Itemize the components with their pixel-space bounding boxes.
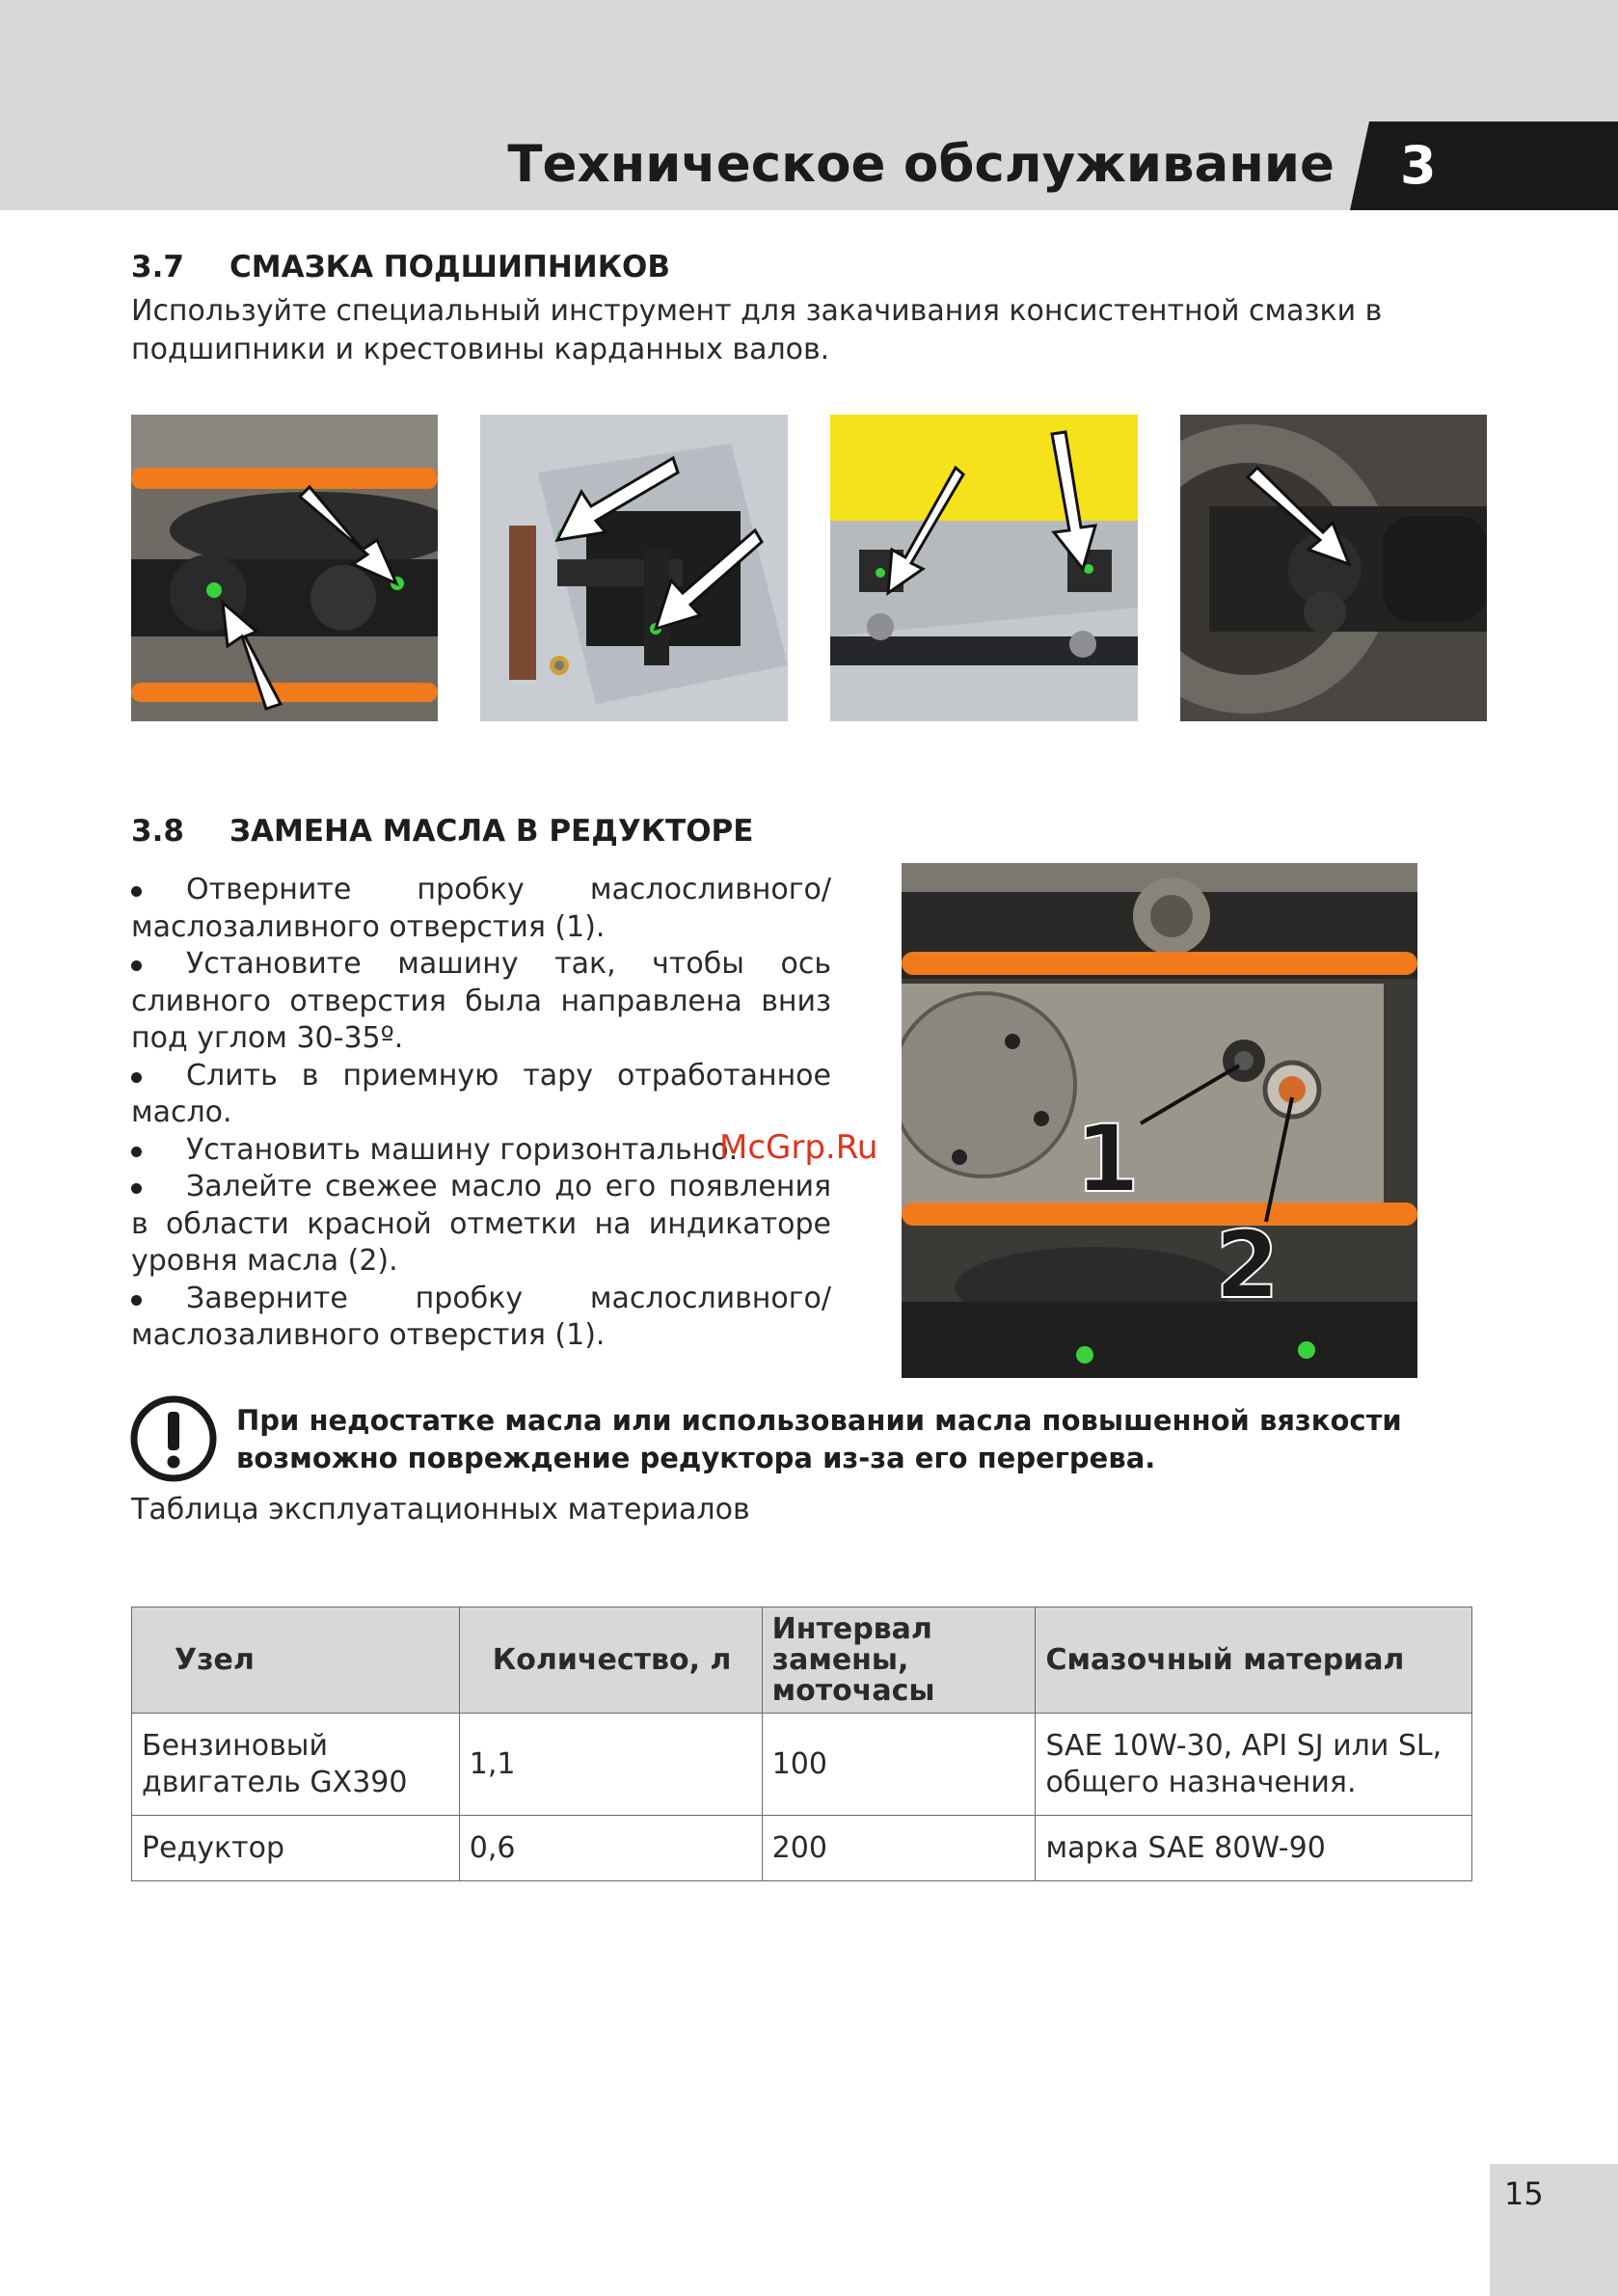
list-item: Установить машину горизонтально. bbox=[131, 1132, 831, 1170]
section-number: 3.7 bbox=[131, 250, 184, 284]
list-item: Заверните пробку маслосливного/маслозаливного отверстия (1). bbox=[131, 1281, 831, 1355]
column-header: Количество, л bbox=[459, 1607, 762, 1714]
exclamation-circle-icon bbox=[129, 1394, 218, 1483]
warning-text: При недостатке масла или использовании масла повышенной вязкости возможно повреждение редуктора из-за его перегрева. bbox=[236, 1404, 1402, 1474]
gearbox-label-1: 1 bbox=[1075, 1105, 1140, 1213]
chapter-tab bbox=[1350, 122, 1618, 210]
chapter-title: Техническое обслуживание bbox=[507, 135, 1335, 194]
column-header: Узел bbox=[132, 1607, 460, 1714]
gearbox-label-2: 2 bbox=[1215, 1211, 1280, 1319]
table-row bbox=[132, 1816, 1472, 1881]
chapter-number: 3 bbox=[1400, 135, 1437, 196]
photo-gearbox bbox=[902, 863, 1417, 1378]
page-number: 15 bbox=[1504, 2175, 1544, 2212]
section-title: СМАЗКА ПОДШИПНИКОВ bbox=[229, 250, 671, 284]
photo-bearing-2 bbox=[480, 415, 788, 721]
oil-change-steps bbox=[131, 872, 831, 1355]
table-cell: 0,6 bbox=[459, 1816, 762, 1881]
table-cell: 100 bbox=[762, 1714, 1036, 1816]
section-3-7-text: Используйте специальный инструмент для закачивания консистентной смазки в подшипники и крестовины карданных валов. bbox=[131, 294, 1383, 366]
column-header: Смазочный материал bbox=[1036, 1607, 1472, 1714]
table-cell: марка SAE 80W-90 bbox=[1036, 1816, 1472, 1881]
table-cell: Редуктор bbox=[132, 1816, 460, 1881]
table-row bbox=[132, 1714, 1472, 1816]
table-cell: 200 bbox=[762, 1816, 1036, 1881]
section-number: 3.8 bbox=[131, 814, 184, 849]
column-header: Интервал замены, моточасы bbox=[762, 1607, 1036, 1714]
table-cell: SAE 10W-30, API SJ или SL, общего назначения. bbox=[1036, 1714, 1472, 1816]
watermark: McGrp.Ru bbox=[719, 1128, 878, 1167]
table-header-row bbox=[132, 1607, 1472, 1714]
photo-bearing-3 bbox=[830, 415, 1138, 721]
photo-bearing-4 bbox=[1180, 415, 1487, 721]
list-item: Слить в приемную тару отработанное масло. bbox=[131, 1058, 831, 1132]
list-item: Отверните пробку маслосливного/маслозаливного отверстия (1). bbox=[131, 872, 831, 946]
table-caption: Таблица эксплуатационных материалов bbox=[131, 1493, 750, 1526]
section-title: ЗАМЕНА МАСЛА В РЕДУКТОРЕ bbox=[229, 814, 754, 849]
materials-table bbox=[131, 1607, 1472, 1881]
table-cell: Бензиновый двигатель GX390 bbox=[132, 1714, 460, 1816]
table-cell: 1,1 bbox=[459, 1714, 762, 1816]
list-item: Установите машину так, чтобы ось сливного отверстия была направлена вниз под углом 30-35º. bbox=[131, 946, 831, 1058]
list-item: Залейте свежее масло до его появления в области красной отметки на индикаторе уровня масла (2). bbox=[131, 1169, 831, 1281]
photo-bearing-1 bbox=[131, 415, 438, 721]
